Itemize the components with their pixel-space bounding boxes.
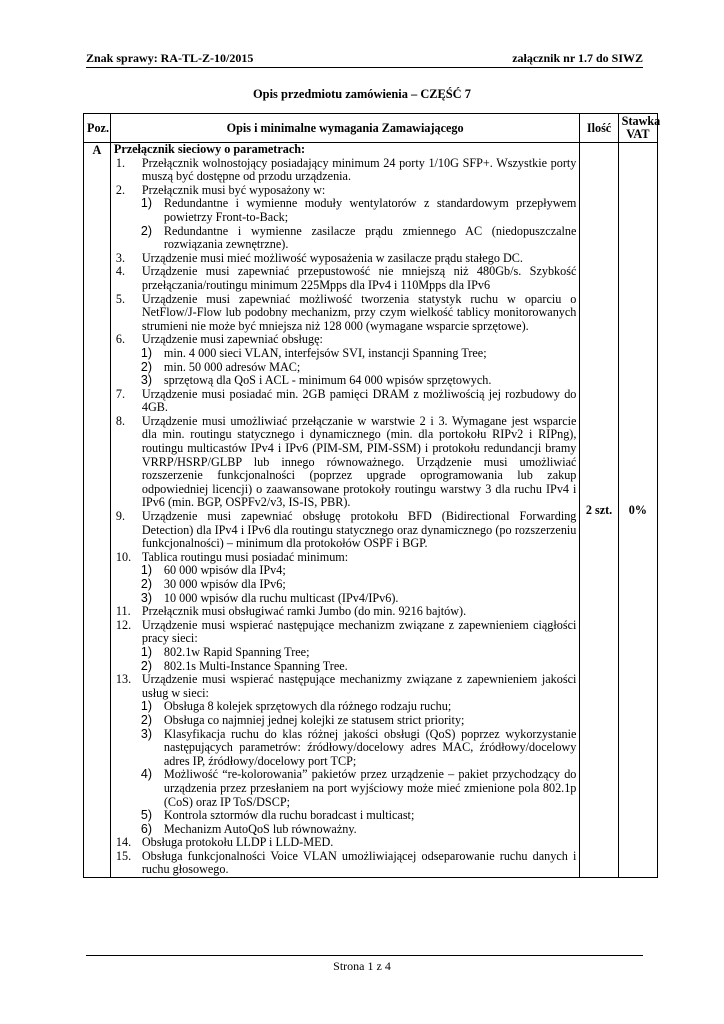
header-poz: Poz. [84,114,111,143]
sub-requirement-text: Kontrola sztormów dla ruchu boradcast i multicast; [163,808,415,823]
sub-requirement-text: Redundantne i wymienne moduły wentylatorów z standardowym przepływem powietrzy Front-to-Back; [163,196,577,224]
sub-requirement-number: 2) [140,577,152,591]
sub-requirement-text: Możliwość “re-kolorowania” pakietów przez urządzenie – pakiet przychodzący do urządzenia przez przesłaniem na port wyjściowy może mieć zmienione pola 802.1p (CoS) oraz IP ToS/DSCP; [163,767,577,809]
sub-requirement-item [114,197,577,224]
requirement-text: Obsługa funkcjonalności Voice VLAN umożliwiającej odseparowanie ruchu danych i ruchu głosowego. [141,848,577,877]
sub-requirement-item [114,646,577,660]
requirement-text: Przełącznik musi być wyposażony w: [141,182,326,197]
requirement-number: 5. [115,291,126,306]
requirement-item [114,265,577,292]
requirement-text: Urządzenie musi wspierać następujące mechanizmy związane z zapewnieniem jakości usług w sieci: [141,672,577,700]
sub-requirement-item [114,578,577,592]
sub-requirement-number: 2) [140,712,152,727]
sub-requirement-item [114,361,577,375]
sub-requirements-list [114,347,577,388]
table-header-row [84,114,658,143]
requirement-text: Urządzenie musi zapewniać przepustowość nie mniejszą niż 480Gb/s. Szybkość przełączania/routingu minimum 225Mpps dla IPv4 i 110Mpps dla IPv6 [141,264,577,292]
requirement-item [114,619,577,646]
requirements-list [114,157,577,877]
sub-requirement-item [114,768,577,809]
document-title: Opis przedmiotu zamówienia – CZĘŚĆ 7 [253,87,471,101]
requirement-text: Urządzenie musi wspierać następujące mechanizm związane z zapewnieniem ciągłości pracy sieci: [141,617,577,646]
sub-requirements-list [114,646,577,673]
sub-requirement-item [114,660,577,674]
sub-requirement-text: min. 50 000 adresów MAC; [163,359,301,374]
sub-requirement-number: 1) [140,345,152,360]
requirement-number: 6. [115,332,126,347]
requirement-item [114,836,577,850]
requirement-number: 11. [115,604,131,619]
requirement-number: 7. [115,386,126,401]
sub-requirement-number: 6) [140,821,152,836]
sub-requirement-text: 802.1w Rapid Spanning Tree; [163,644,310,659]
sub-requirement-text: Obsługa co najmniej jednej kolejki ze statusem strict priority; [163,712,465,727]
sub-requirement-text: Klasyfikacja ruchu do klas różnej jakości obsługi (QoS) poprzez wykorzystanie następujących parametrów: źródłowy/docelowy adres MAC, źródłowy/docelowy adres IP, źródłowy/docelowy port TCP; [163,726,577,768]
sub-requirement-number: 1) [140,563,152,578]
sub-requirement-text: Redundantne i wymienne zasilacze prądu zmiennego AC (niedopuszczalne rozwiązania zewnętrzne). [163,223,577,252]
sub-requirement-text: Mechanizm AutoQoS lub równoważny. [163,821,357,836]
sub-requirement-number: 4) [140,767,152,782]
requirement-text: Przełącznik musi obsługiwać ramki Jumbo (do min. 9216 bajtów). [141,604,467,619]
requirement-number: 8. [115,413,126,428]
sub-requirement-item [114,823,577,837]
sub-requirement-text: 10 000 wpisów dla ruchu multicast (IPv4/IPv6). [163,590,399,605]
requirement-item [114,510,577,551]
requirement-text: Przełącznik wolnostojący posiadający minimum 24 porty 1/10G SFP+. Wszystkie porty muszą być dostępne od przodu urządzenia. [141,155,577,184]
row-poz: A [84,143,111,878]
requirement-text: Urządzenie musi mieć możliwość wyposażenia w zasilacze prądu stałego DC. [141,250,523,265]
row-quantity: 2 szt. [580,143,618,878]
sub-requirement-number: 5) [140,808,152,823]
sub-requirement-item [114,728,577,769]
specification-table [83,113,661,878]
requirement-item [114,551,577,565]
requirement-number: 12. [115,617,132,632]
sub-requirement-item [114,225,577,252]
sub-requirement-number: 1) [140,196,152,211]
sub-requirement-item [114,347,577,361]
requirement-item [114,605,577,619]
requirement-text: Urządzenie musi zapewniać obsługę protokołu BFD (Bidirectional Forwarding Detection) dla IPv4 i IPv6 dla routingu statycznego oraz dynamicznego (po rozszerzeniu funkcjonalności) – minimum dla protokołów OSPF i BGP. [141,509,577,551]
case-number: Znak sprawy: RA-TL-Z-10/2015 [86,51,254,65]
sub-requirements-list [114,197,577,251]
requirement-number: 15. [115,848,132,863]
requirement-item [114,415,577,510]
sub-requirement-text: sprzętową dla QoS i ACL - minimum 64 000 wpisów sprzętowych. [163,373,492,388]
requirement-item [114,293,577,334]
sub-requirement-text: min. 4 000 sieci VLAN, interfejsów SVI, instancji Spanning Tree; [163,345,487,360]
sub-requirement-number: 2) [140,359,152,374]
requirement-number: 9. [115,509,126,524]
sub-requirement-text: 30 000 wpisów dla IPv6; [163,577,286,591]
requirement-number: 13. [115,672,132,687]
sub-requirement-text: 60 000 wpisów dla IPv4; [163,563,286,578]
footer-divider [86,955,643,956]
requirement-text: Urządzenie musi umożliwiać przełączanie w warstwie 2 i 3. Wymagane jest wsparcie dla min. routingu statycznego i dynamicznego (min. dla portokołu RIPv2 i RIPng), routingu multicastów IPv4 i IPv6 (PIM-SM, PIM-SSM) i protokołu redundancji bramy VRRP/HSRP/GLBP lub innego równoważnego. Urządzenie musi umożliwiać rozszerzenie funkcjonalności (poprzez upgrade oprogramowania lub zakup odpowiedniej licencji) o zaawansowane protokoły routingu warstwy 3 dla ruchu IPv4 i IPv6 (min. BGP, OSPFv2/v3, IS-IS, PBR). [141,413,577,510]
sub-requirement-item [114,809,577,823]
requirement-number: 10. [115,549,132,564]
sub-requirement-text: 802.1s Multi-Instance Spanning Tree. [163,658,348,673]
requirement-number: 2. [115,182,126,197]
requirement-item [114,333,577,347]
page-header [86,51,643,68]
sub-requirement-item [114,374,577,388]
header-vat: Stawka VAT [618,114,657,143]
sub-requirement-item [114,592,577,606]
sub-requirement-number: 3) [140,726,152,741]
row-vat: 0% [618,143,657,878]
header-opis: Opis i minimalne wymagania Zamawiającego [110,114,580,143]
sub-requirement-item [114,700,577,714]
requirement-item [114,850,577,877]
sub-requirement-item [114,564,577,578]
table-row [84,143,658,878]
sub-requirement-text: Obsługa 8 kolejek sprzętowych dla różnego rodzaju ruchu; [163,699,452,714]
requirement-number: 14. [115,835,132,850]
sub-requirement-number: 1) [140,699,152,714]
requirement-item [114,184,577,198]
requirement-number: 4. [115,264,126,279]
requirement-text: Urządzenie musi zapewniać możliwość tworzenia statystyk ruchu w oparciu o NetFlow/J-Flow lub podobny mechanizm, przy czym wielkość tablicy monitorowanych strumieni nie może być mniejsza niż 128 000 (wymagane wsparcie sprzętowe). [141,291,577,333]
page-number: Strona 1 z 4 [333,959,391,973]
sub-requirement-number: 1) [140,644,152,659]
requirement-number: 1. [115,155,126,170]
requirement-item [114,673,577,700]
sub-requirements-list [114,564,577,605]
requirement-text: Tablica routingu musi posiadać minimum: [141,549,349,564]
requirement-text: Obsługa protokołu LLDP i LLD-MED. [141,835,334,850]
requirement-item [114,388,577,415]
requirement-number: 3. [115,250,126,265]
header-ilosc: Ilość [580,114,618,143]
attachment-label: załącznik nr 1.7 do SIWZ [512,51,643,65]
sub-requirement-item [114,714,577,728]
requirement-text: Urządzenie musi posiadać min. 2GB pamięci DRAM z możliwością jej rozbudowy do 4GB. [141,386,577,415]
sub-requirement-number: 3) [140,590,152,605]
requirement-item [114,157,577,184]
requirement-item [114,252,577,266]
sub-requirement-number: 2) [140,223,152,238]
row-description [110,143,580,878]
requirement-text: Urządzenie musi zapewniać obsługę: [141,332,323,347]
sub-requirements-list [114,700,577,836]
sub-requirement-number: 2) [140,658,152,673]
sub-requirement-number: 3) [140,373,152,388]
section-title: Przełącznik sieciowy o parametrach: [113,142,306,156]
